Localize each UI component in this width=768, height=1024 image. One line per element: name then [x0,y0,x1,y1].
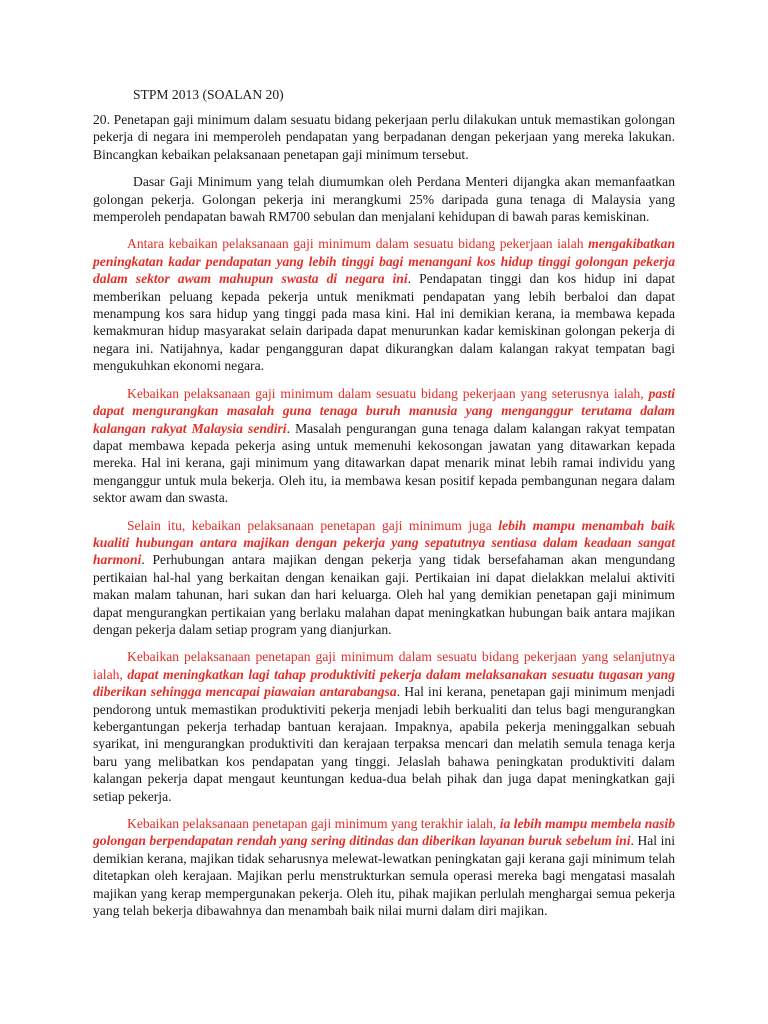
point-paragraph-2 [93,385,675,507]
point-lead: Kebaikan pelaksanaan penetapan gaji minimum dalam sesuatu bidang pekerjaan yang selanjutnya ialah, [93,649,675,682]
point-key-phrase: lebih mampu menambah baik kualiti hubungan antara majikan dengan pekerja yang sepatutnya sentiasa dalam keadaan sangat harmoni [93,517,675,568]
point-body: . Perhubungan antara majikan dengan pekerja yang tidak bersefahaman akan mengundang pertikaian hal-hal yang berkaitan dengan kenaikan gaji. Pertikaian ini dapat dielakkan melalui aktiviti makan malam tahunan, hari sukan dan hari keluarga. Oleh hal yang demikian penetapan gaji minimum dapat mengurangkan pertikaian yang berlaku malahan dapat meningkatkan hubungan baik antara majikan dengan pekerja dalam setiap program yang dianjurkan. [93,552,675,637]
point-paragraph-4 [93,648,675,805]
point-key-phrase: pasti dapat mengurangkan masalah guna tenaga buruh manusia yang menganggur terutama dalam kalangan rakyat Malaysia sendiri [93,385,675,436]
point-key-phrase: ia lebih mampu membela nasib golongan berpendapatan rendah yang sering ditindas dan diberikan layanan buruk sebelum ini [93,816,675,849]
point-body: . Masalah pengurangan guna tenaga dalam kalangan rakyat tempatan dapat membawa kepada pekerja asing untuk memenuhi kekosongan jawatan yang ditawarkan kepada mereka. Hal ini kerana, gaji minimum yang ditawarkan dapat menarik minat lebih ramai individu yang menganggur untuk mula bekerja. Oleh itu, ia membawa kesan positif kepada pembangunan negara dalam sektor awam dan swasta. [93,420,675,506]
point-lead: Kebaikan pelaksanaan penetapan gaji minimum yang terakhir ialah, [127,816,500,832]
point-body: . Hal ini demikian kerana, majikan tidak seharusnya melewat-lewatkan peningkatan gaji kerana gaji minimum telah ditetapkan oleh kerajaan. Majikan perlu menstrukturkan semula operasi mereka bagi mengatasi masalah majikan yang kerap mempergunakan pekerja. Oleh itu, pihak majikan perlulah menghargai semua pekerja yang telah bekerja dibawahnya dan menambah baik nilai murni dalam diri majikan. [93,833,675,919]
question-paragraph: 20. Penetapan gaji minimum dalam sesuatu bidang pekerjaan perlu dilakukan untuk memastikan golongan pekerja di negara ini memperoleh pendapatan yang berpadanan dengan pekerjaan yang mereka lakukan. Bincangkan kebaikan pelaksanaan penetapan gaji minimum tersebut. [93,112,675,162]
point-key-phrase: mengakibatkan peningkatan kadar pendapatan yang lebih tinggi bagi menangani kos hidup tinggi golongan pekerja dalam sektor awam mahupun swasta di negara ini [93,236,675,287]
point-body: . Hal ini kerana, penetapan gaji minimum menjadi pendorong untuk memastikan produktiviti pekerja menjadi lebih berkualiti dan telus bagi mengurangkan kebergantungan pekerja terhadap bantuan kerajaan. Impaknya, apabila pekerja meninggalkan sebuah syarikat, ini mengurangkan produktiviti dan kerajaan terpaksa mencari dan melatih semula tenaga kerja baru yang melibatkan kos pendapatan yang tinggi. Jelaslah bahawa peningkatan produktiviti dalam kalangan pekerja dapat mengaut keuntungan kedua-dua belah pihak dan juga dapat meningkatkan gaji setiap pekerja. [93,684,675,804]
point-lead: Selain itu, kebaikan pelaksanaan penetapan gaji minimum juga [127,517,499,533]
point-paragraph-1 [93,235,675,374]
point-lead: Antara kebaikan pelaksanaan gaji minimum dalam sesuatu bidang pekerjaan ialah [127,236,589,252]
point-body: . Pendapatan tinggi dan kos hidup ini dapat memberikan peluang kepada pekerja untuk menikmati pendapatan yang lebih berbaloi dan dapat menampung kos sara hidup yang tinggi pada masa kini. Hal ini demikian kerana, ia membawa kepada kemakmuran hidup masyarakat selain daripada dapat menurunkan kadar kemiskinan golongan pekerja di negara ini. Natijahnya, kadar pengangguran dapat dikurangkan dalam kalangan rakyat tempatan bagi mengukuhkan ekonomi negara. [93,271,675,374]
point-lead: Kebaikan pelaksanaan gaji minimum dalam sesuatu bidang pekerjaan yang seterusnya ialah, [127,385,649,401]
document-heading: STPM 2013 (SOALAN 20) [133,87,284,102]
intro-paragraph: Dasar Gaji Minimum yang telah diumumkan oleh Perdana Menteri dijangka akan memanfaatkan golongan pekerja. Golongan pekerja ini merangkumi 25% daripada guna tenaga di Malaysia yang memperoleh pendapatan bawah RM700 sebulan dan menjalani kehidupan di bawah paras kemiskinan. [93,174,675,225]
point-paragraph-3 [93,517,675,639]
document-page [93,86,675,929]
point-key-phrase: dapat meningkatkan lagi tahap produktiviti pekerja dalam melaksanakan sesuatu tugasan yang diberikan sehingga mencapai piawaian antarabangsa [93,666,675,700]
point-paragraph-5 [93,815,675,919]
